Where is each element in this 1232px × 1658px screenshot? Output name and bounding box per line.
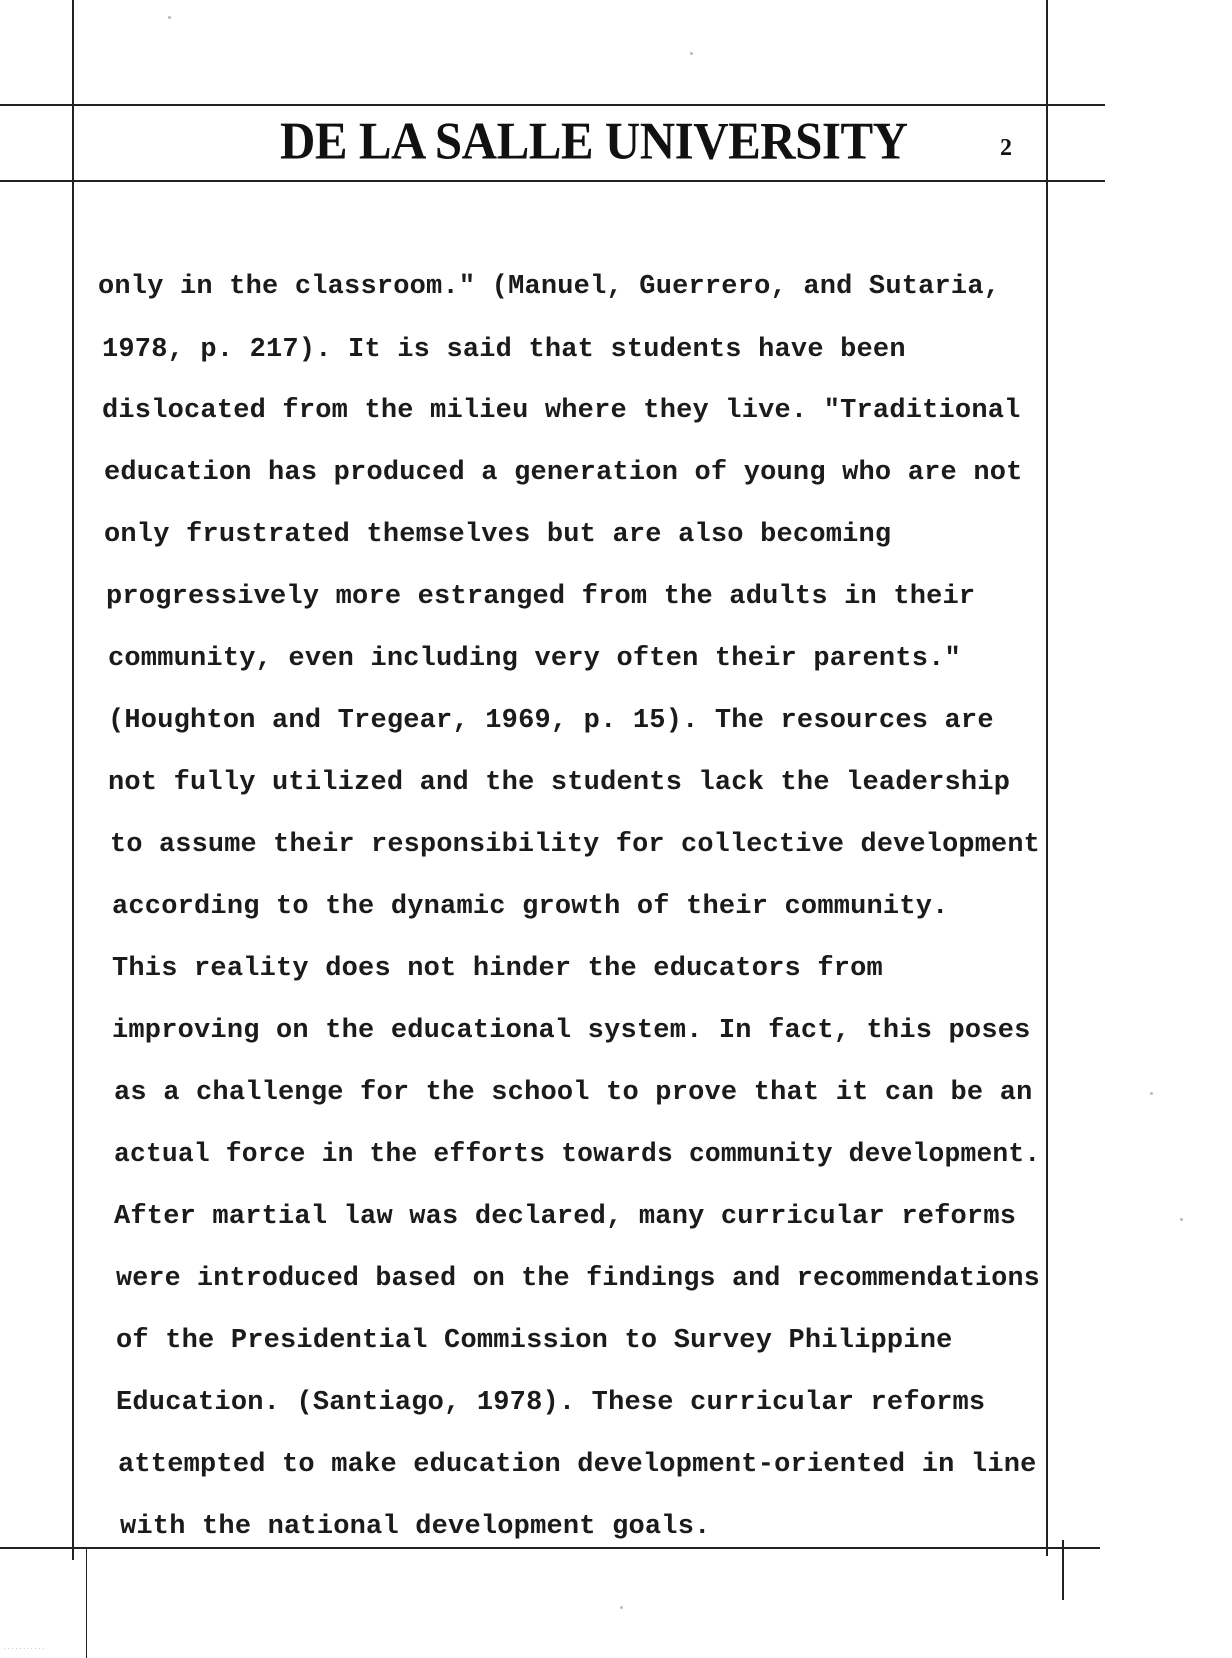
right-margin-rule-lower — [1062, 1540, 1064, 1600]
body-line: not fully utilized and the students lack the leadership — [108, 768, 1011, 798]
body-line: as a challenge for the school to prove that it can be an — [114, 1078, 1033, 1108]
body-line: (Houghton and Tregear, 1969, p. 15). The resources are — [108, 706, 994, 736]
scan-speck — [690, 52, 693, 55]
scan-footer-marking: · · · · · · · · · · · — [4, 1646, 45, 1653]
page-header-title: DE LA SALLE UNIVERSITY — [280, 111, 908, 171]
body-line: dislocated from the milieu where they live. "Traditional — [102, 396, 1021, 426]
body-line: to assume their responsibility for collective development — [110, 830, 1040, 860]
body-line: community, even including very often their parents." — [108, 644, 961, 674]
body-line: improving on the educational system. In fact, this poses — [112, 1016, 1031, 1046]
scan-speck — [168, 16, 171, 19]
scan-speck — [1180, 1218, 1183, 1221]
body-line: Education. (Santiago, 1978). These curricular reforms — [116, 1388, 986, 1418]
body-line: attempted to make education development-oriented in line — [118, 1450, 1037, 1480]
body-line: according to the dynamic growth of their community. — [112, 892, 949, 922]
body-line: were introduced based on the findings and recommendations — [116, 1264, 1040, 1294]
footer-rule — [0, 1547, 1100, 1549]
body-line: only frustrated themselves but are also becoming — [104, 520, 892, 550]
body-line: with the national development goals. — [120, 1512, 711, 1542]
page-number: 2 — [1000, 135, 1012, 161]
body-line: This reality does not hinder the educators from — [112, 954, 883, 984]
body-line: only in the classroom." (Manuel, Guerrero, and Sutaria, — [98, 272, 1001, 302]
header-bottom-rule — [0, 180, 1105, 182]
body-line: progressively more estranged from the adults in their — [106, 582, 976, 612]
body-line: education has produced a generation of young who are not — [104, 458, 1023, 488]
scan-speck — [1150, 1092, 1153, 1095]
body-line: actual force in the efforts towards community development. — [114, 1140, 1041, 1170]
body-line: 1978, p. 217). It is said that students have been — [102, 335, 906, 365]
scan-speck — [620, 1606, 623, 1609]
header-top-rule — [0, 104, 1105, 106]
body-line: After martial law was declared, many curricular reforms — [114, 1202, 1017, 1232]
left-margin-rule-lower — [86, 1548, 87, 1658]
left-margin-rule — [72, 0, 74, 1560]
right-margin-rule — [1046, 0, 1048, 1556]
body-line: of the Presidential Commission to Survey Philippine — [116, 1326, 953, 1356]
